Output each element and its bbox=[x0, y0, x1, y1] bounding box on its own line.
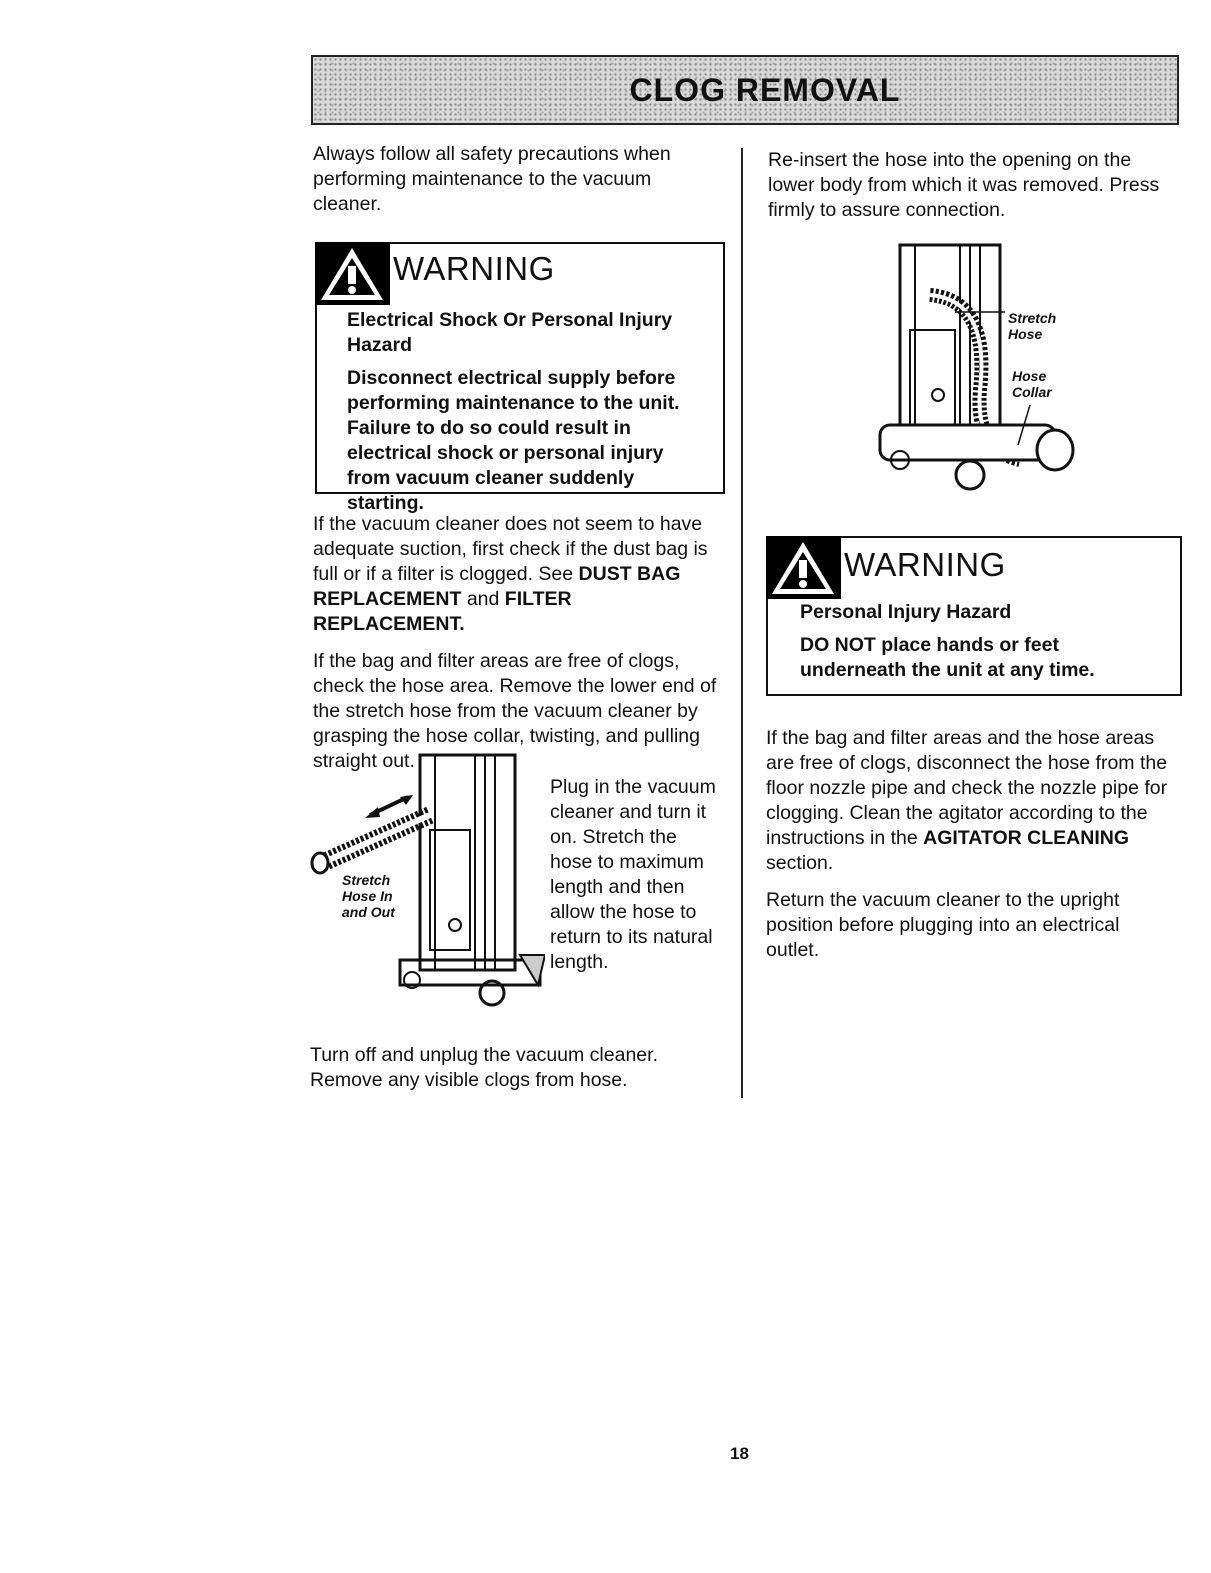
warning-body bbox=[347, 308, 712, 524]
link-dust-bag: DUST BAG REPLACEMENT bbox=[313, 563, 681, 610]
warning-text: DO NOT place hands or feet underneath the unit at any time. bbox=[800, 634, 1095, 681]
figure-label-stretch-hose: Stretch Hose bbox=[1008, 310, 1057, 342]
figure-label-hose-collar: Hose Collar bbox=[1012, 368, 1052, 400]
paragraph-reinsert: Re-insert the hose into the opening on the lower body from which it was removed. Press firmly to assure connection. bbox=[768, 149, 1160, 221]
page-title: CLOG REMOVAL bbox=[629, 71, 901, 108]
para2-text: If the bag and filter areas and the hose areas are free of clogs, disconnect the hose from the floor nozzle pipe and check the nozzle pipe for clogging. Clean the agitator according to the instructions in the bbox=[766, 727, 1168, 849]
warning-body bbox=[800, 600, 1160, 691]
warning-title: WARNING bbox=[393, 250, 555, 287]
left-footer-text bbox=[310, 1043, 720, 1093]
warning-hazard: Electrical Shock Or Personal Injury Hazard bbox=[347, 309, 673, 356]
para2-suffix: section. bbox=[766, 852, 834, 874]
right-body bbox=[766, 726, 1176, 963]
figure-caption-stretch: Stretch Hose In and Out bbox=[342, 872, 395, 920]
paragraph-unplug: Turn off and unplug the vacuum cleaner. Remove any visible clogs from hose. bbox=[310, 1044, 658, 1091]
warning-triangle-icon bbox=[766, 536, 841, 599]
plug-text: Plug in the vacuum cleaner and turn it on. Stretch the hose to maximum length and then allow the hose to return to its natural length. bbox=[550, 776, 716, 973]
warning-box-injury bbox=[766, 536, 1182, 696]
right-intro bbox=[768, 148, 1168, 223]
section-banner bbox=[311, 55, 1179, 125]
paragraph-agitator bbox=[766, 726, 1176, 876]
warning-text: Disconnect electrical supply before performing maintenance to the unit. Failure to do so could result in electrical shock or personal injury from vacuum cleaner suddenly starting. bbox=[347, 367, 680, 514]
warning-box-electrical bbox=[315, 242, 725, 514]
paragraph-hose-area: If the bag and filter areas are free of clogs, check the hose area. Remove the lower end of the stretch hose from the vacuum cleaner by grasping the hose collar, twisting, and pulling straight out. bbox=[313, 650, 717, 772]
para1-text: If the vacuum cleaner does not seem to have adequate suction, first check if the dust bag is full or if a filter is clogged. See bbox=[313, 513, 708, 585]
link-filter: FILTER REPLACEMENT. bbox=[313, 588, 572, 635]
left-body bbox=[313, 512, 723, 774]
column-divider bbox=[741, 148, 743, 1098]
left-intro bbox=[313, 142, 723, 217]
paragraph-upright: Return the vacuum cleaner to the upright position before plugging into an electrical outlet. bbox=[766, 889, 1120, 961]
page-number: 18 bbox=[730, 1444, 749, 1463]
para1-and: and bbox=[461, 588, 505, 610]
plug-instructions bbox=[550, 775, 720, 975]
paragraph-suction bbox=[313, 512, 723, 637]
warning-triangle-icon bbox=[315, 242, 390, 305]
warning-title: WARNING bbox=[844, 546, 1006, 583]
warning-hazard: Personal Injury Hazard bbox=[800, 601, 1012, 623]
intro-paragraph: Always follow all safety precautions when performing maintenance to the vacuum cleaner. bbox=[313, 143, 671, 215]
link-agitator-cleaning: AGITATOR CLEANING bbox=[923, 827, 1129, 849]
